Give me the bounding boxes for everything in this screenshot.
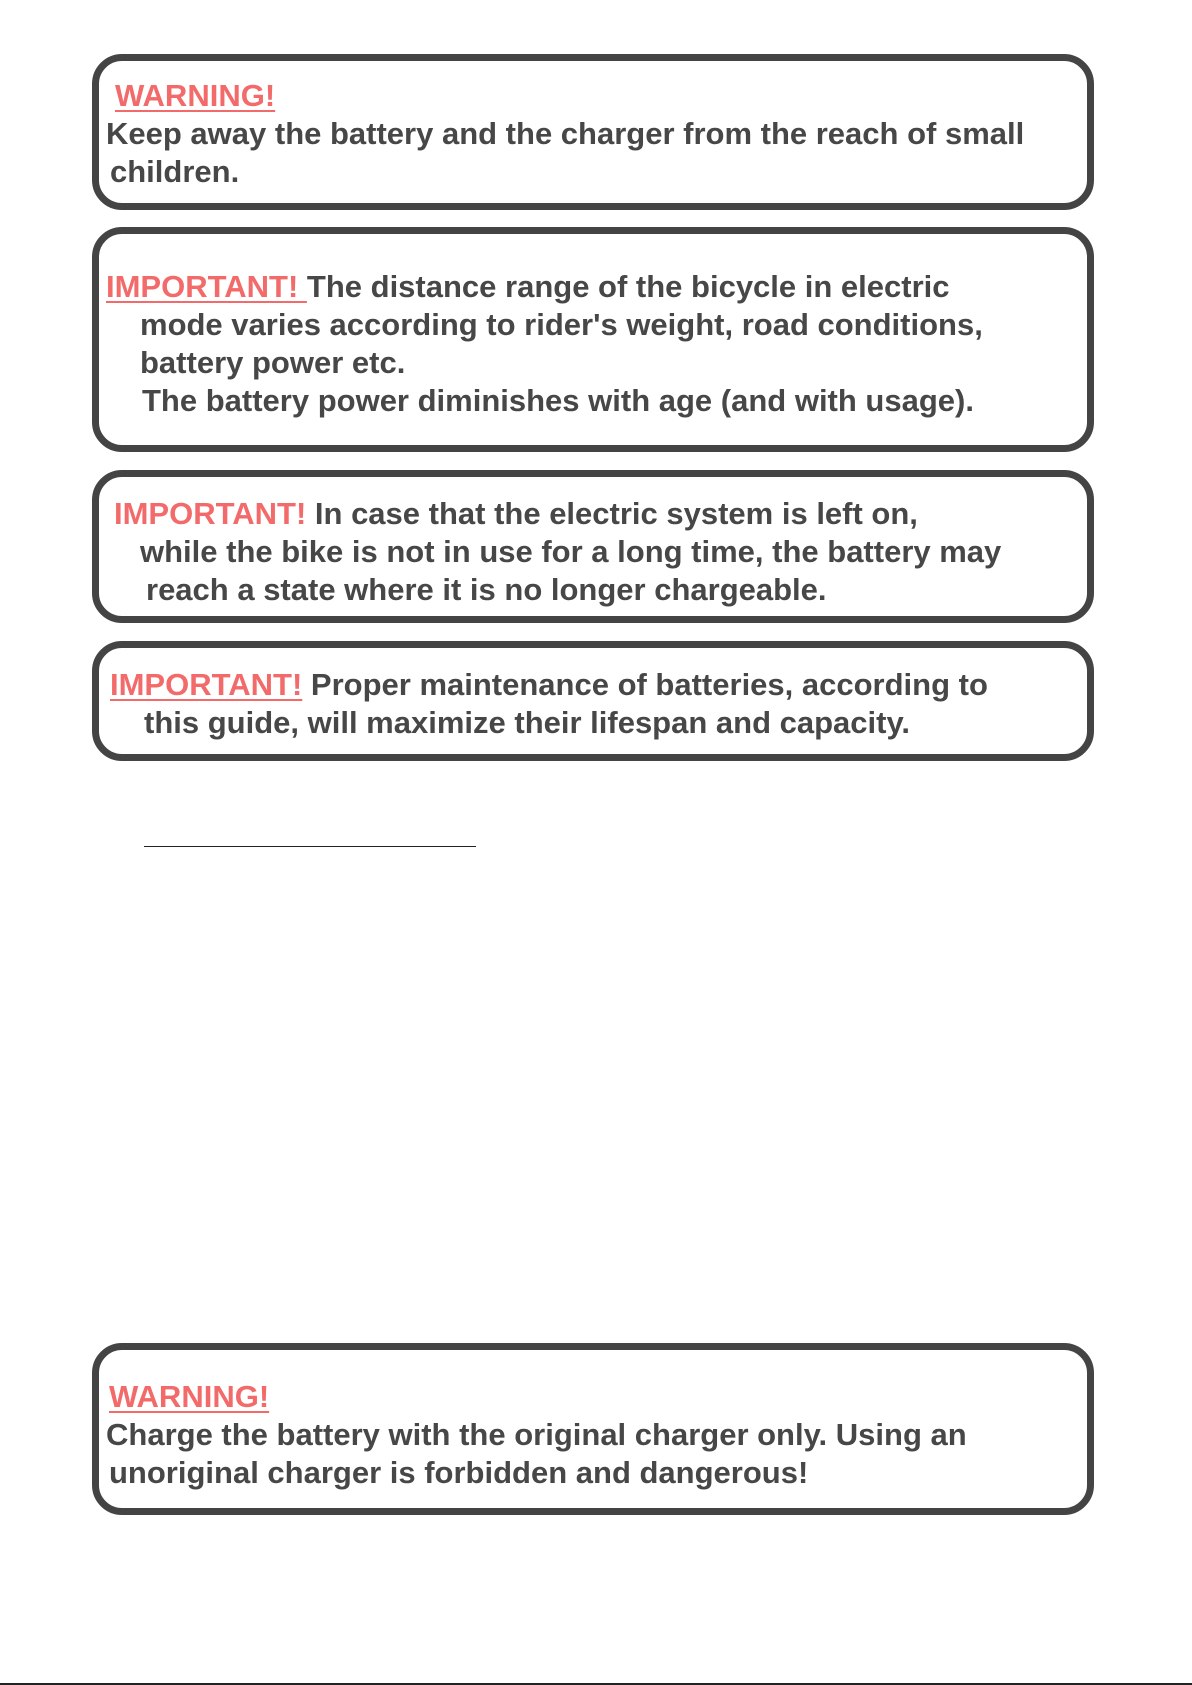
important-text: The distance range of the bicycle in electric xyxy=(306,269,950,304)
important-text: Proper maintenance of batteries, according to xyxy=(302,667,988,702)
important-first-line xyxy=(110,666,988,704)
important-text-line: The battery power diminishes with age (and with usage). xyxy=(142,383,974,418)
important-text-line: battery power etc. xyxy=(140,345,406,380)
important-maintenance-box xyxy=(92,641,1094,761)
important-text-line: mode varies according to rider's weight, road conditions, xyxy=(140,307,983,342)
important-first-line xyxy=(106,268,950,306)
important-system-box xyxy=(92,470,1094,623)
important-first-line xyxy=(114,495,918,533)
important-label: IMPORTANT! xyxy=(110,667,303,702)
warning-children-box xyxy=(92,54,1094,210)
warning-label: WARNING! xyxy=(115,78,276,113)
important-text-line: reach a state where it is no longer chargeable. xyxy=(146,572,827,607)
important-label: IMPORTANT! xyxy=(106,269,307,304)
important-range-box xyxy=(92,227,1094,452)
important-text-line: while the bike is not in use for a long time, the battery may xyxy=(140,534,1002,569)
warning-label: WARNING! xyxy=(109,1379,270,1414)
warning-charger-box xyxy=(92,1343,1094,1515)
warning-text-line: Charge the battery with the original charger only. Using an xyxy=(106,1417,967,1452)
important-text-line: this guide, will maximize their lifespan and capacity. xyxy=(144,705,911,740)
warning-text-line: Keep away the battery and the charger from the reach of small xyxy=(106,116,1025,151)
warning-text-line: unoriginal charger is forbidden and dangerous! xyxy=(109,1455,809,1490)
important-label: IMPORTANT! xyxy=(114,496,307,531)
section-divider xyxy=(144,846,476,847)
important-text: In case that the electric system is left on, xyxy=(306,496,918,531)
warning-text-line: children. xyxy=(110,154,240,189)
